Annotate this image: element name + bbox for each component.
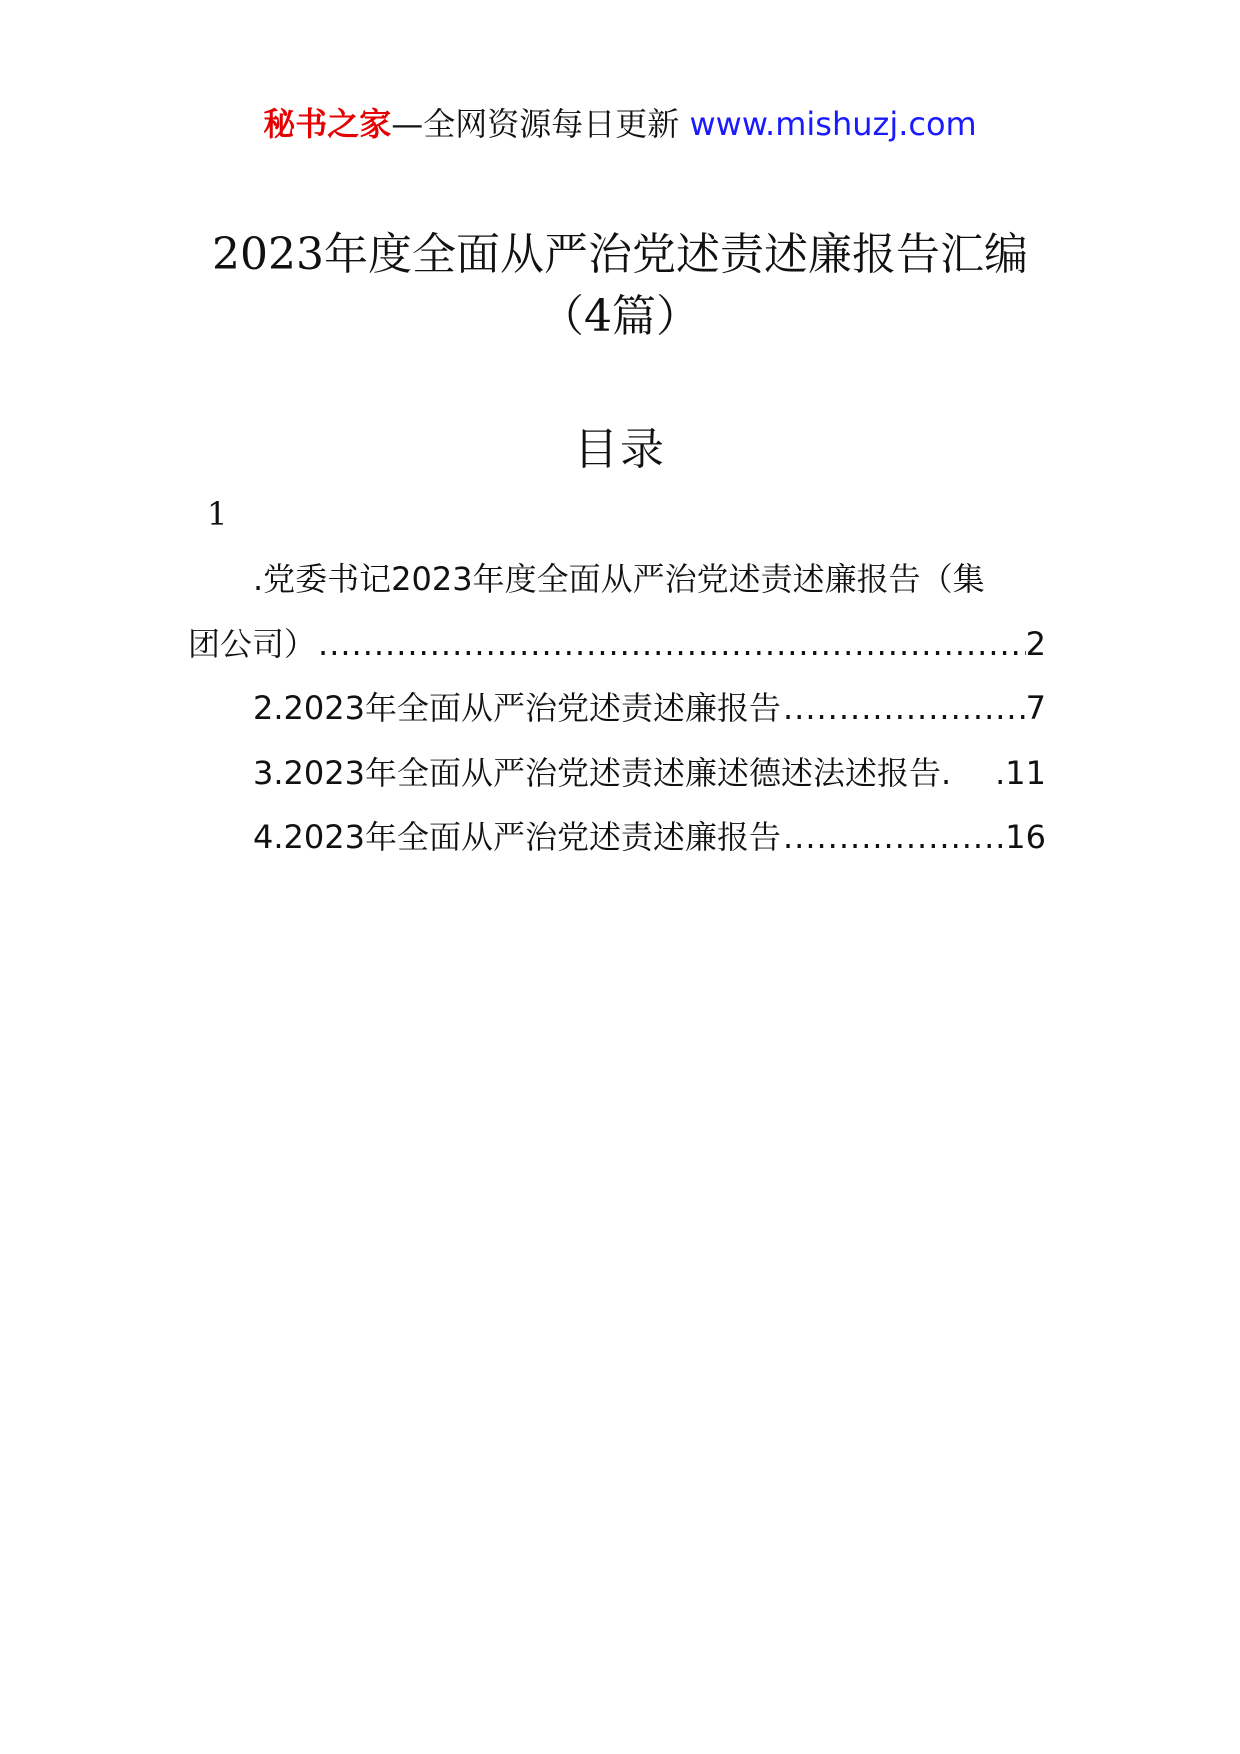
toc-leader-dots [781, 686, 1026, 730]
toc-heading: 目录 [574, 424, 666, 475]
toc-item-1-number: 1 [207, 495, 228, 533]
site-url-link[interactable]: www.mishuzj.com [689, 105, 977, 143]
toc-item-3-text: 3.2023年全面从严治党述责述廉述德述法述报告. [253, 754, 952, 792]
toc-item-1-line-1[interactable] [253, 557, 1046, 601]
toc-item-1-text-part-1: .党委书记2023年度全面从严治党述责述廉报告（集 [253, 560, 985, 598]
toc-item-1-text-part-2: 团公司） [188, 625, 317, 663]
toc-item-3[interactable] [253, 751, 1046, 795]
toc-item-2[interactable] [253, 686, 1046, 730]
toc-item-3-page: .11 [995, 754, 1046, 792]
toc-item-4-page: 16 [1005, 818, 1046, 856]
toc-item-4[interactable] [253, 815, 1046, 859]
document-title [0, 224, 1240, 348]
toc-item-2-text: 2.2023年全面从严治党述责述廉报告 [253, 689, 781, 727]
toc-item-2-page: 7 [1025, 689, 1046, 727]
brand-name: 秘书之家 [263, 105, 392, 143]
toc-leader-dots [781, 815, 1005, 859]
title-line-1: 2023年度全面从严治党述责述廉报告汇编 [212, 229, 1028, 280]
header-tagline: —全网资源每日更新 [391, 105, 680, 143]
title-line-2: （4篇） [540, 291, 700, 342]
toc-item-1-line-2[interactable] [188, 622, 1046, 666]
toc-leader-dots [316, 622, 1026, 666]
toc-item-4-text: 4.2023年全面从严治党述责述廉报告 [253, 818, 781, 856]
page-header [0, 100, 1240, 148]
toc-item-1-page: 2 [1025, 625, 1046, 663]
